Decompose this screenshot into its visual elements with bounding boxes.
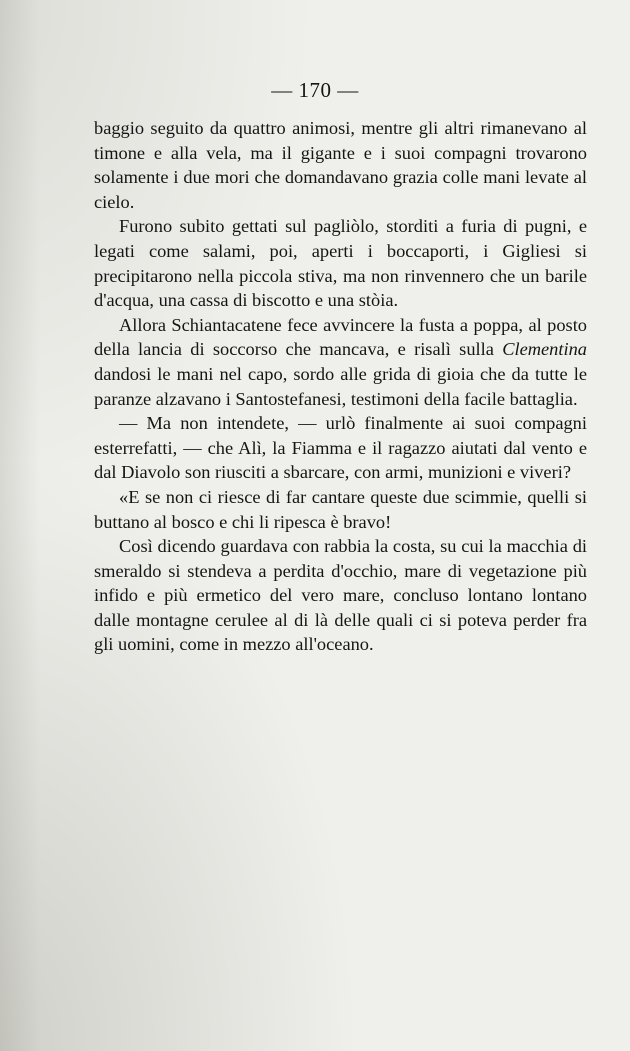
paragraph-4: — Ma non intendete, — urlò finalmente ai suoi compagni esterrefatti, — che Alì, la Fiamma e il ragazzo aiutati dal vento e dal Diavolo son riusciti a sbarcare, con armi, munizioni e viveri?: [94, 413, 587, 483]
page-number: — 170 —: [271, 78, 359, 102]
paragraph-6: Così dicendo guardava con rabbia la costa, su cui la macchia di smeraldo si stendeva a perdita d'occhio, mare di vegetazione più infido e più ermetico del vero mare, concluso lontano lontano dalle montagne cerulee al di là delle quali ci si poteva perder fra gli uomini, come in mezzo all'oceano.: [94, 536, 587, 655]
paragraph-5: «E se non ci riesce di far cantare queste due scimmie, quelli si buttano al bosco e chi li ripesca è bravo!: [94, 486, 587, 532]
paragraph-3-part-2: dandosi le mani nel capo, sordo alle grida di gioia che da tutte le paranze alzavano i Santostefanesi, testimoni della facile battaglia.: [94, 363, 587, 409]
body-text: [94, 116, 587, 657]
paragraph-1: baggio seguito da quattro animosi, mentre gli altri rimanevano al timone e alla vela, ma il gigante e i suoi compagni trovarono solamente i due mori che domandavano grazia colle mani levate al cielo.: [94, 118, 587, 212]
ship-name-italic: Clementina: [502, 339, 587, 360]
paragraph-3: [94, 313, 587, 411]
paragraph-2: Furono subito gettati sul pagliòlo, storditi a furia di pugni, e legati come salami, poi, aperti i boccaporti, i Gigliesi si precipitarono nella piccola stiva, ma non rinvennero che un barile d'acqua, una cassa di biscotto e una stòia.: [94, 216, 587, 311]
paragraph-3-part-1: Allora Schiantacatene fece avvincere la fusta a poppa, al posto della lancia di soccorso che mancava, e risalì sulla: [94, 314, 587, 360]
